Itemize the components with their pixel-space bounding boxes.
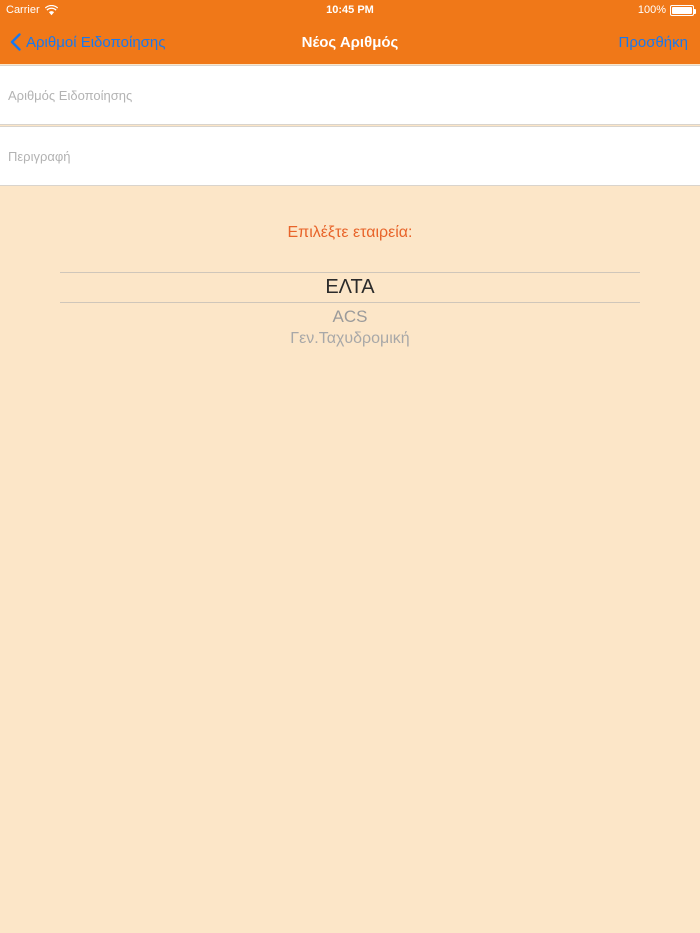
notification-number-field[interactable] (0, 65, 700, 125)
picker-option-acs[interactable]: ACS (332, 307, 368, 326)
company-picker-section (0, 186, 700, 933)
carrier-label: Carrier (6, 4, 40, 16)
add-button[interactable]: Προσθήκη (618, 33, 688, 51)
picker-selection-line-bottom (60, 302, 640, 303)
wifi-icon (45, 5, 58, 16)
description-field[interactable] (0, 126, 700, 186)
battery-full-icon (670, 5, 694, 16)
picker-selection-line-top (60, 272, 640, 273)
description-placeholder: Περιγραφή (8, 148, 71, 164)
notification-number-placeholder: Αριθμός Ειδοποίησης (8, 87, 133, 103)
form-fields (0, 65, 700, 186)
company-picker[interactable] (60, 272, 640, 382)
back-button-label: Αριθμοί Ειδοποίησης (26, 33, 166, 51)
page-title: Νέος Αριθμός (301, 33, 399, 51)
back-button[interactable] (0, 33, 166, 51)
status-bar-right (638, 4, 694, 16)
picker-option-elta[interactable]: ΕΛΤΑ (325, 276, 375, 298)
navigation-bar (0, 20, 700, 64)
status-bar-time: 10:45 PM (326, 4, 374, 16)
status-bar (0, 0, 700, 20)
company-picker-label: Επιλέξτε εταιρεία: (287, 224, 413, 241)
picker-option-geniki-taxydromiki[interactable]: Γεν.Ταχυδρομική (290, 330, 410, 347)
chevron-left-icon (10, 33, 21, 51)
battery-percent-label: 100% (637, 4, 666, 16)
status-bar-left (6, 4, 58, 16)
